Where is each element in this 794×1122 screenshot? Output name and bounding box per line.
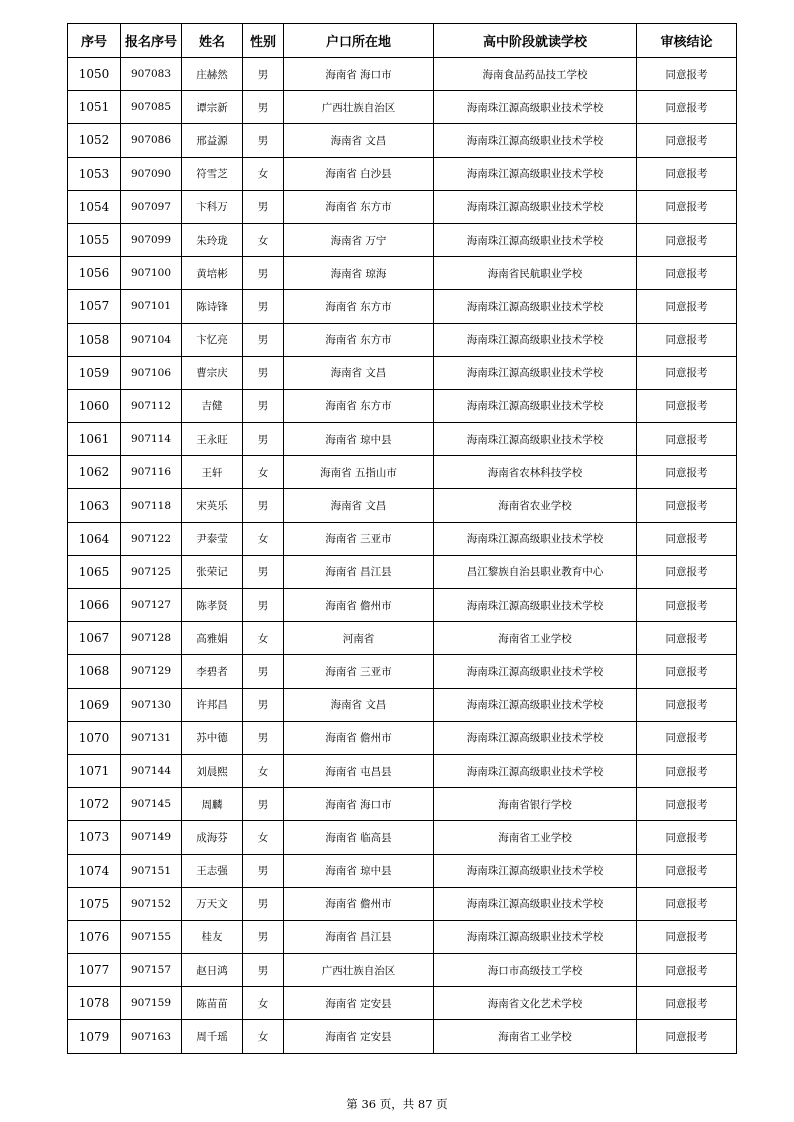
table-row [68,223,737,256]
result-cell: 同意报考 [637,124,737,157]
gender-cell: 男 [243,788,284,821]
name-cell: 成海芬 [182,821,243,854]
gender-cell: 男 [243,389,284,422]
reg-no-cell: 907151 [121,854,182,887]
school-cell: 海南珠江源高级职业技术学校 [434,522,637,555]
seq-cell: 1073 [68,821,121,854]
result-cell: 同意报考 [637,323,737,356]
residence-cell: 海南省 东方市 [284,389,434,422]
name-cell: 吉健 [182,389,243,422]
result-cell: 同意报考 [637,622,737,655]
gender-cell: 男 [243,954,284,987]
reg-no-cell: 907118 [121,489,182,522]
residence-cell: 海南省 儋州市 [284,887,434,920]
school-cell: 海南珠江源高级职业技术学校 [434,423,637,456]
table-body [68,58,737,1054]
name-cell: 张荣记 [182,555,243,588]
table-row [68,356,737,389]
result-cell: 同意报考 [637,688,737,721]
table-row [68,954,737,987]
header-reg-no: 报名序号 [121,24,182,58]
result-cell: 同意报考 [637,1020,737,1053]
gender-cell: 男 [243,290,284,323]
reg-no-cell: 907144 [121,754,182,787]
seq-cell: 1067 [68,622,121,655]
name-cell: 谭宗新 [182,91,243,124]
school-cell: 海口市高级技工学校 [434,954,637,987]
residence-cell: 海南省 三亚市 [284,655,434,688]
result-cell: 同意报考 [637,223,737,256]
school-cell: 海南珠江源高级职业技术学校 [434,920,637,953]
table-row [68,423,737,456]
gender-cell: 女 [243,754,284,787]
table-row [68,821,737,854]
seq-cell: 1071 [68,754,121,787]
seq-cell: 1072 [68,788,121,821]
seq-cell: 1064 [68,522,121,555]
seq-cell: 1057 [68,290,121,323]
name-cell: 陈诗锋 [182,290,243,323]
name-cell: 卞科万 [182,190,243,223]
table-row [68,58,737,91]
name-cell: 桂友 [182,920,243,953]
name-cell: 陈孝贤 [182,589,243,622]
name-cell: 周千瑶 [182,1020,243,1053]
seq-cell: 1076 [68,920,121,953]
reg-no-cell: 907083 [121,58,182,91]
header-seq: 序号 [68,24,121,58]
name-cell: 赵日鸿 [182,954,243,987]
name-cell: 王志强 [182,854,243,887]
residence-cell: 海南省 海口市 [284,788,434,821]
table-row [68,157,737,190]
school-cell: 海南省工业学校 [434,1020,637,1053]
school-cell: 海南珠江源高级职业技术学校 [434,290,637,323]
gender-cell: 女 [243,821,284,854]
gender-cell: 男 [243,854,284,887]
seq-cell: 1055 [68,223,121,256]
gender-cell: 男 [243,688,284,721]
gender-cell: 女 [243,987,284,1020]
result-cell: 同意报考 [637,190,737,223]
table-row [68,688,737,721]
school-cell: 海南省工业学校 [434,821,637,854]
school-cell: 海南珠江源高级职业技术学校 [434,887,637,920]
seq-cell: 1062 [68,456,121,489]
page-footer: 第 36 页，共 87 页 [346,1097,448,1111]
seq-cell: 1061 [68,423,121,456]
residence-cell: 海南省 东方市 [284,323,434,356]
residence-cell: 海南省 琼中县 [284,854,434,887]
reg-no-cell: 907114 [121,423,182,456]
table-row [68,124,737,157]
result-cell: 同意报考 [637,987,737,1020]
seq-cell: 1050 [68,58,121,91]
result-cell: 同意报考 [637,589,737,622]
reg-no-cell: 907112 [121,389,182,422]
table-row [68,920,737,953]
residence-cell: 海南省 琼海 [284,257,434,290]
school-cell: 海南珠江源高级职业技术学校 [434,223,637,256]
table-header-row [68,24,737,58]
reg-no-cell: 907145 [121,788,182,821]
reg-no-cell: 907116 [121,456,182,489]
school-cell: 海南珠江源高级职业技术学校 [434,754,637,787]
table-row [68,389,737,422]
residence-cell: 海南省 文昌 [284,489,434,522]
school-cell: 海南珠江源高级职业技术学校 [434,323,637,356]
header-school: 高中阶段就读学校 [434,24,637,58]
reg-no-cell: 907157 [121,954,182,987]
name-cell: 黄培彬 [182,257,243,290]
seq-cell: 1065 [68,555,121,588]
gender-cell: 女 [243,522,284,555]
result-cell: 同意报考 [637,489,737,522]
result-cell: 同意报考 [637,721,737,754]
table-row [68,622,737,655]
seq-cell: 1060 [68,389,121,422]
table-row [68,754,737,787]
review-results-table [67,23,737,1054]
seq-cell: 1068 [68,655,121,688]
seq-cell: 1070 [68,721,121,754]
reg-no-cell: 907090 [121,157,182,190]
residence-cell: 海南省 临高县 [284,821,434,854]
residence-cell: 海南省 文昌 [284,688,434,721]
residence-cell: 河南省 [284,622,434,655]
result-cell: 同意报考 [637,356,737,389]
reg-no-cell: 907101 [121,290,182,323]
school-cell: 海南珠江源高级职业技术学校 [434,91,637,124]
name-cell: 高雅娟 [182,622,243,655]
name-cell: 卞忆亮 [182,323,243,356]
reg-no-cell: 907104 [121,323,182,356]
name-cell: 邢益源 [182,124,243,157]
table-row [68,1020,737,1053]
gender-cell: 男 [243,323,284,356]
reg-no-cell: 907125 [121,555,182,588]
residence-cell: 海南省 万宁 [284,223,434,256]
residence-cell: 海南省 海口市 [284,58,434,91]
reg-no-cell: 907097 [121,190,182,223]
name-cell: 庄赫然 [182,58,243,91]
gender-cell: 男 [243,489,284,522]
name-cell: 王永旺 [182,423,243,456]
result-cell: 同意报考 [637,954,737,987]
seq-cell: 1075 [68,887,121,920]
school-cell: 海南省工业学校 [434,622,637,655]
name-cell: 王轩 [182,456,243,489]
seq-cell: 1079 [68,1020,121,1053]
school-cell: 海南珠江源高级职业技术学校 [434,589,637,622]
gender-cell: 男 [243,91,284,124]
gender-cell: 女 [243,1020,284,1053]
table-row [68,721,737,754]
residence-cell: 海南省 五指山市 [284,456,434,489]
residence-cell: 海南省 白沙县 [284,157,434,190]
residence-cell: 海南省 儋州市 [284,589,434,622]
reg-no-cell: 907086 [121,124,182,157]
school-cell: 海南珠江源高级职业技术学校 [434,721,637,754]
reg-no-cell: 907149 [121,821,182,854]
name-cell: 刘晨熙 [182,754,243,787]
school-cell: 海南珠江源高级职业技术学校 [434,688,637,721]
table-row [68,854,737,887]
header-name: 姓名 [182,24,243,58]
name-cell: 陈苗苗 [182,987,243,1020]
residence-cell: 海南省 东方市 [284,290,434,323]
gender-cell: 男 [243,887,284,920]
residence-cell: 海南省 三亚市 [284,522,434,555]
table-row [68,522,737,555]
gender-cell: 女 [243,622,284,655]
school-cell: 海南省文化艺术学校 [434,987,637,1020]
seq-cell: 1063 [68,489,121,522]
result-cell: 同意报考 [637,655,737,688]
gender-cell: 女 [243,223,284,256]
name-cell: 周麟 [182,788,243,821]
gender-cell: 女 [243,157,284,190]
reg-no-cell: 907163 [121,1020,182,1053]
result-cell: 同意报考 [637,920,737,953]
result-cell: 同意报考 [637,788,737,821]
seq-cell: 1058 [68,323,121,356]
reg-no-cell: 907159 [121,987,182,1020]
table-row [68,788,737,821]
gender-cell: 男 [243,257,284,290]
table-row [68,323,737,356]
seq-cell: 1054 [68,190,121,223]
name-cell: 李碧者 [182,655,243,688]
gender-cell: 男 [243,920,284,953]
name-cell: 符雪芝 [182,157,243,190]
school-cell: 海南省农林科技学校 [434,456,637,489]
gender-cell: 男 [243,721,284,754]
seq-cell: 1053 [68,157,121,190]
result-cell: 同意报考 [637,887,737,920]
reg-no-cell: 907155 [121,920,182,953]
school-cell: 海南珠江源高级职业技术学校 [434,854,637,887]
seq-cell: 1059 [68,356,121,389]
reg-no-cell: 907100 [121,257,182,290]
reg-no-cell: 907085 [121,91,182,124]
reg-no-cell: 907131 [121,721,182,754]
header-residence: 户口所在地 [284,24,434,58]
residence-cell: 广西壮族自治区 [284,91,434,124]
name-cell: 宋英乐 [182,489,243,522]
reg-no-cell: 907129 [121,655,182,688]
reg-no-cell: 907152 [121,887,182,920]
table-row [68,987,737,1020]
result-cell: 同意报考 [637,58,737,91]
gender-cell: 男 [243,555,284,588]
name-cell: 万天文 [182,887,243,920]
table-row [68,589,737,622]
result-cell: 同意报考 [637,389,737,422]
result-cell: 同意报考 [637,290,737,323]
school-cell: 海南珠江源高级职业技术学校 [434,356,637,389]
gender-cell: 男 [243,356,284,389]
result-cell: 同意报考 [637,854,737,887]
gender-cell: 男 [243,589,284,622]
reg-no-cell: 907130 [121,688,182,721]
seq-cell: 1052 [68,124,121,157]
residence-cell: 海南省 文昌 [284,356,434,389]
name-cell: 尹泰莹 [182,522,243,555]
reg-no-cell: 907122 [121,522,182,555]
residence-cell: 海南省 昌江县 [284,555,434,588]
result-cell: 同意报考 [637,257,737,290]
result-cell: 同意报考 [637,754,737,787]
name-cell: 朱玲珑 [182,223,243,256]
school-cell: 昌江黎族自治县职业教育中心 [434,555,637,588]
school-cell: 海南省农业学校 [434,489,637,522]
residence-cell: 海南省 定安县 [284,1020,434,1053]
name-cell: 苏中德 [182,721,243,754]
name-cell: 曹宗庆 [182,356,243,389]
seq-cell: 1066 [68,589,121,622]
seq-cell: 1077 [68,954,121,987]
residence-cell: 海南省 琼中县 [284,423,434,456]
reg-no-cell: 907106 [121,356,182,389]
name-cell: 许邦昌 [182,688,243,721]
residence-cell: 广西壮族自治区 [284,954,434,987]
seq-cell: 1074 [68,854,121,887]
table-row [68,655,737,688]
residence-cell: 海南省 昌江县 [284,920,434,953]
gender-cell: 男 [243,423,284,456]
gender-cell: 男 [243,190,284,223]
reg-no-cell: 907099 [121,223,182,256]
school-cell: 海南省银行学校 [434,788,637,821]
residence-cell: 海南省 东方市 [284,190,434,223]
seq-cell: 1056 [68,257,121,290]
gender-cell: 女 [243,456,284,489]
table-row [68,887,737,920]
table-row [68,456,737,489]
table-row [68,91,737,124]
table-row [68,489,737,522]
school-cell: 海南珠江源高级职业技术学校 [434,124,637,157]
seq-cell: 1051 [68,91,121,124]
school-cell: 海南省民航职业学校 [434,257,637,290]
header-result: 审核结论 [637,24,737,58]
residence-cell: 海南省 文昌 [284,124,434,157]
residence-cell: 海南省 定安县 [284,987,434,1020]
result-cell: 同意报考 [637,522,737,555]
result-cell: 同意报考 [637,456,737,489]
table-row [68,190,737,223]
residence-cell: 海南省 儋州市 [284,721,434,754]
seq-cell: 1078 [68,987,121,1020]
residence-cell: 海南省 屯昌县 [284,754,434,787]
header-gender: 性别 [243,24,284,58]
gender-cell: 男 [243,124,284,157]
reg-no-cell: 907128 [121,622,182,655]
gender-cell: 男 [243,58,284,91]
result-cell: 同意报考 [637,423,737,456]
school-cell: 海南珠江源高级职业技术学校 [434,655,637,688]
result-cell: 同意报考 [637,157,737,190]
result-cell: 同意报考 [637,91,737,124]
table-row [68,290,737,323]
table-row [68,257,737,290]
gender-cell: 男 [243,655,284,688]
result-cell: 同意报考 [637,821,737,854]
school-cell: 海南珠江源高级职业技术学校 [434,190,637,223]
table-row [68,555,737,588]
school-cell: 海南珠江源高级职业技术学校 [434,389,637,422]
school-cell: 海南珠江源高级职业技术学校 [434,157,637,190]
result-cell: 同意报考 [637,555,737,588]
school-cell: 海南食品药品技工学校 [434,58,637,91]
seq-cell: 1069 [68,688,121,721]
reg-no-cell: 907127 [121,589,182,622]
